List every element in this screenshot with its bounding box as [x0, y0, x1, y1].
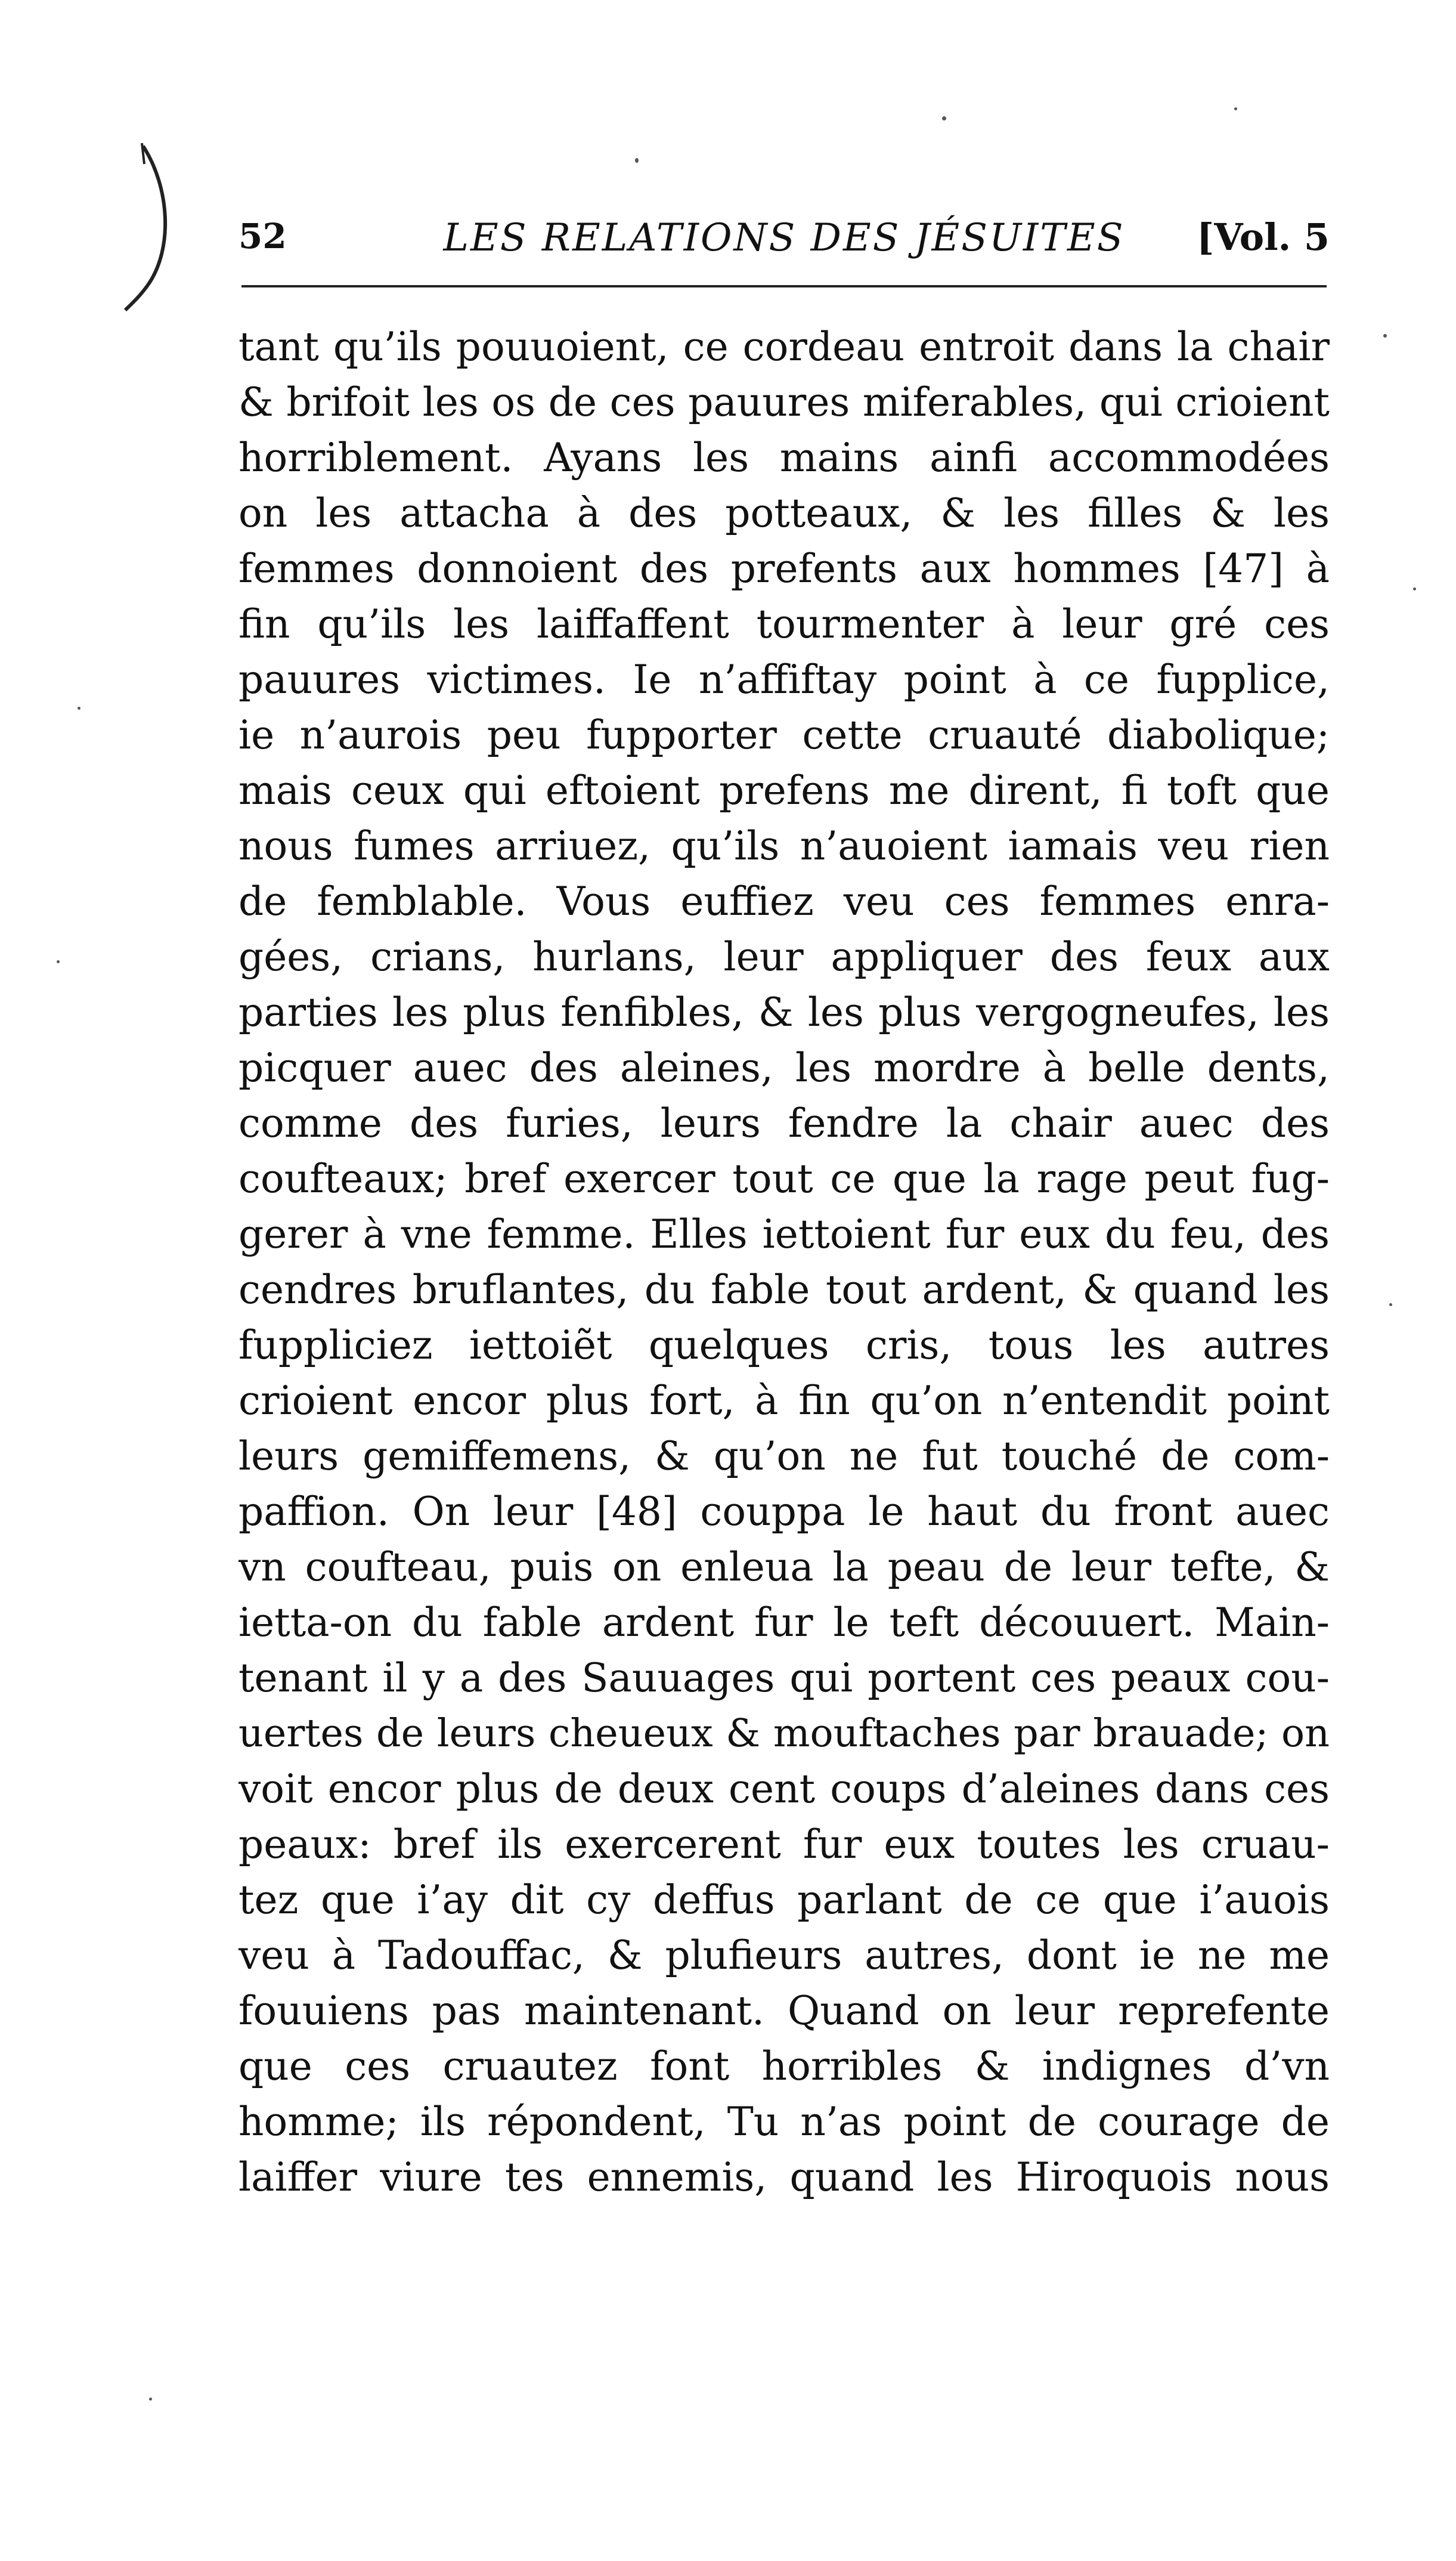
- text-line: tenant il y a des Sauuages qui portent ces peaux cou-: [238, 1655, 1330, 1701]
- text-line: parties les plus fenfibles, & les plus vergogneufes, les: [238, 989, 1330, 1035]
- text-line: peaux: bref ils exercerent fur eux toutes les cruau-: [238, 1821, 1330, 1867]
- text-line: leurs gemiffemens, & qu’on ne fut touché de com-: [238, 1433, 1330, 1479]
- page-number: 52: [238, 216, 287, 256]
- print-speck: [57, 960, 60, 963]
- text-line: ietta-on du fable ardent fur le teft découuert. Main-: [238, 1600, 1330, 1646]
- text-line: horriblement. Ayans les mains ainfi accommodées: [238, 435, 1330, 481]
- print-speck: [1383, 334, 1387, 338]
- text-line: paffion. On leur [48] couppa le haut du front auec: [238, 1489, 1330, 1535]
- running-title: LES RELATIONS DES JÉSUITES: [443, 216, 1125, 260]
- header-rule: [241, 285, 1327, 287]
- text-line: coufteaux; bref exercer tout ce que la rage peut fug-: [238, 1156, 1330, 1202]
- print-speck: [1389, 1303, 1392, 1306]
- text-line: fouuiens pas maintenant. Quand on leur reprefente: [238, 1988, 1330, 2034]
- text-line: comme des furies, leurs fendre la chair auec des: [238, 1100, 1330, 1146]
- body-text: [238, 319, 1330, 2205]
- text-line: nous fumes arriuez, qu’ils n’auoient iamais veu rien: [238, 823, 1330, 869]
- text-line: vn coufteau, puis on enleua la peau de leur tefte, &: [238, 1544, 1330, 1590]
- print-speck: [78, 707, 80, 710]
- text-line: on les attacha à des potteaux, & les filles & les: [238, 490, 1330, 536]
- print-speck: [942, 116, 946, 120]
- text-line: tant qu’ils pouuoient, ce cordeau entroit dans la chair: [238, 324, 1330, 370]
- text-line: tez que i’ay dit cy deffus parlant de ce que i’auois: [238, 1877, 1330, 1923]
- text-line: cendres bruflantes, du fable tout ardent, & quand les: [238, 1267, 1330, 1313]
- text-line: crioient encor plus fort, à fin qu’on n’entendit point: [238, 1378, 1330, 1424]
- margin-bracket-mark: [113, 140, 179, 319]
- text-line: pauures victimes. Ie n’affiftay point à ce fupplice,: [238, 657, 1330, 703]
- text-line: uertes de leurs cheueux & mouftaches par brauade; on: [238, 1711, 1330, 1756]
- print-speck: [635, 158, 639, 163]
- volume-mark: [Vol. 5: [1197, 215, 1330, 259]
- text-line: mais ceux qui eftoient prefens me dirent, fi toft que: [238, 768, 1330, 814]
- text-line: gées, crians, hurlans, leur appliquer des feux aux: [238, 934, 1330, 980]
- text-line: gerer à vne femme. Elles iettoient fur eux du feu, des: [238, 1211, 1330, 1257]
- text-line: fin qu’ils les laiffaffent tourmenter à leur gré ces: [238, 601, 1330, 647]
- text-line: voit encor plus de deux cent coups d’aleines dans ces: [238, 1766, 1330, 1812]
- text-line: picquer auec des aleines, les mordre à belle dents,: [238, 1045, 1330, 1091]
- text-line: femmes donnoient des prefents aux hommes [47] à: [238, 546, 1330, 592]
- running-header: [238, 212, 1330, 283]
- print-speck: [149, 2398, 152, 2401]
- text-line: homme; ils répondent, Tu n’as point de courage de: [238, 2099, 1330, 2145]
- text-line: & brifoit les os de ces pauures miferables, qui crioient: [238, 379, 1330, 425]
- print-speck: [1413, 587, 1416, 590]
- text-line: que ces cruautez font horribles & indignes d’vn: [238, 2043, 1330, 2089]
- text-line: veu à Tadouffac, & plufieurs autres, dont ie ne me: [238, 1932, 1330, 1978]
- text-line: de femblable. Vous euffiez veu ces femmes enra-: [238, 879, 1330, 924]
- text-line: fuppliciez iettoiẽt quelques cris, tous les autres: [238, 1322, 1330, 1368]
- text-line: laiffer viure tes ennemis, quand les Hiroquois nous: [238, 2154, 1330, 2200]
- print-speck: [1234, 107, 1237, 110]
- text-line: ie n’aurois peu fupporter cette cruauté diabolique;: [238, 712, 1330, 758]
